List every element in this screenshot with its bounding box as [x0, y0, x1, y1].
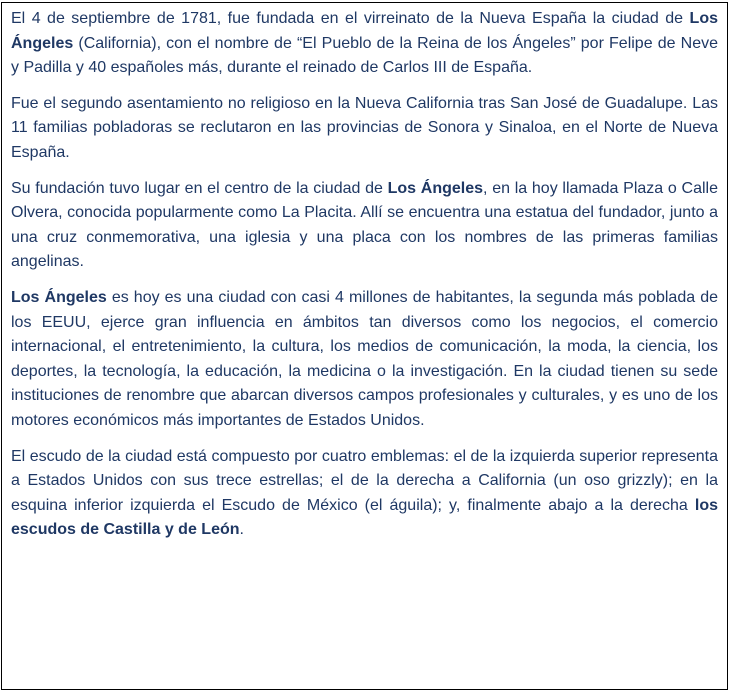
paragraph-founding: [11, 7, 718, 81]
text-box: [1, 2, 728, 690]
city-name-bold: Los Ángeles: [387, 179, 484, 197]
paragraph-plaza: [11, 177, 718, 275]
city-name-bold: Los Ángeles: [11, 288, 107, 306]
paragraph-text: es hoy es una ciudad con casi 4 millones de habitantes, la segunda más poblada de los EEUU, ejerce gran influencia en ámbitos tan diversos como los negocios, el comercio internacional, el entretenimiento, la cultura, los medios de comunicación, la moda, la ciencia, los deportes, la tecnología, la educación, la medicina o la investigación. En la ciudad tienen su sede instituciones de renombre que abarcan diversos campos profesionales y culturales, y es uno de los motores económicos más importantes de Estados Unidos.: [11, 288, 718, 429]
paragraph-text: El escudo de la ciudad está compuesto por cuatro emblemas: el de la izquierda superior representa a Estados Unidos con sus trece estrellas; el de la derecha a California (un oso grizzly); en la esquina inferior izquierda el Escudo de México (el águila); y, finalmente abajo a la derecha: [11, 447, 718, 514]
paragraph-text: (California), con el nombre de “El Pueblo de la Reina de los Ángeles” por Felipe de Neve y Padilla y 40 españoles más, durante el reinado de Carlos III de España.: [11, 34, 718, 77]
castilla-leon-bold: los escudos de Castilla y de León: [11, 496, 718, 539]
paragraph-text: .: [239, 521, 244, 539]
paragraph-settlement: [11, 92, 718, 166]
city-name-bold: Los Ángeles: [11, 10, 718, 52]
paragraph-text: Fue el segundo asentamiento no religioso en la Nueva California tras San José de Guadalupe. Las 11 familias pobladoras se reclutaron en las provincias de Sonora y Sinaloa, en el Norte de Nueva España.: [11, 94, 718, 161]
paragraph-text: Su fundación tuvo lugar en el centro de la ciudad de: [11, 179, 388, 197]
paragraph-text: , en la hoy llamada Plaza o Calle Olvera, conocida popularmente como La Placita. Allí se encuentra una estatua del fundador, junto a una cruz conmemorativa, una iglesia y una placa con los nombres de las primeras familias angelinas.: [11, 179, 718, 271]
paragraph-coat-of-arms: [11, 445, 718, 543]
paragraph-today: [11, 286, 718, 434]
paragraph-text: El 4 de septiembre de 1781, fue fundada en el virreinato de la Nueva España la ciudad de: [11, 10, 690, 27]
